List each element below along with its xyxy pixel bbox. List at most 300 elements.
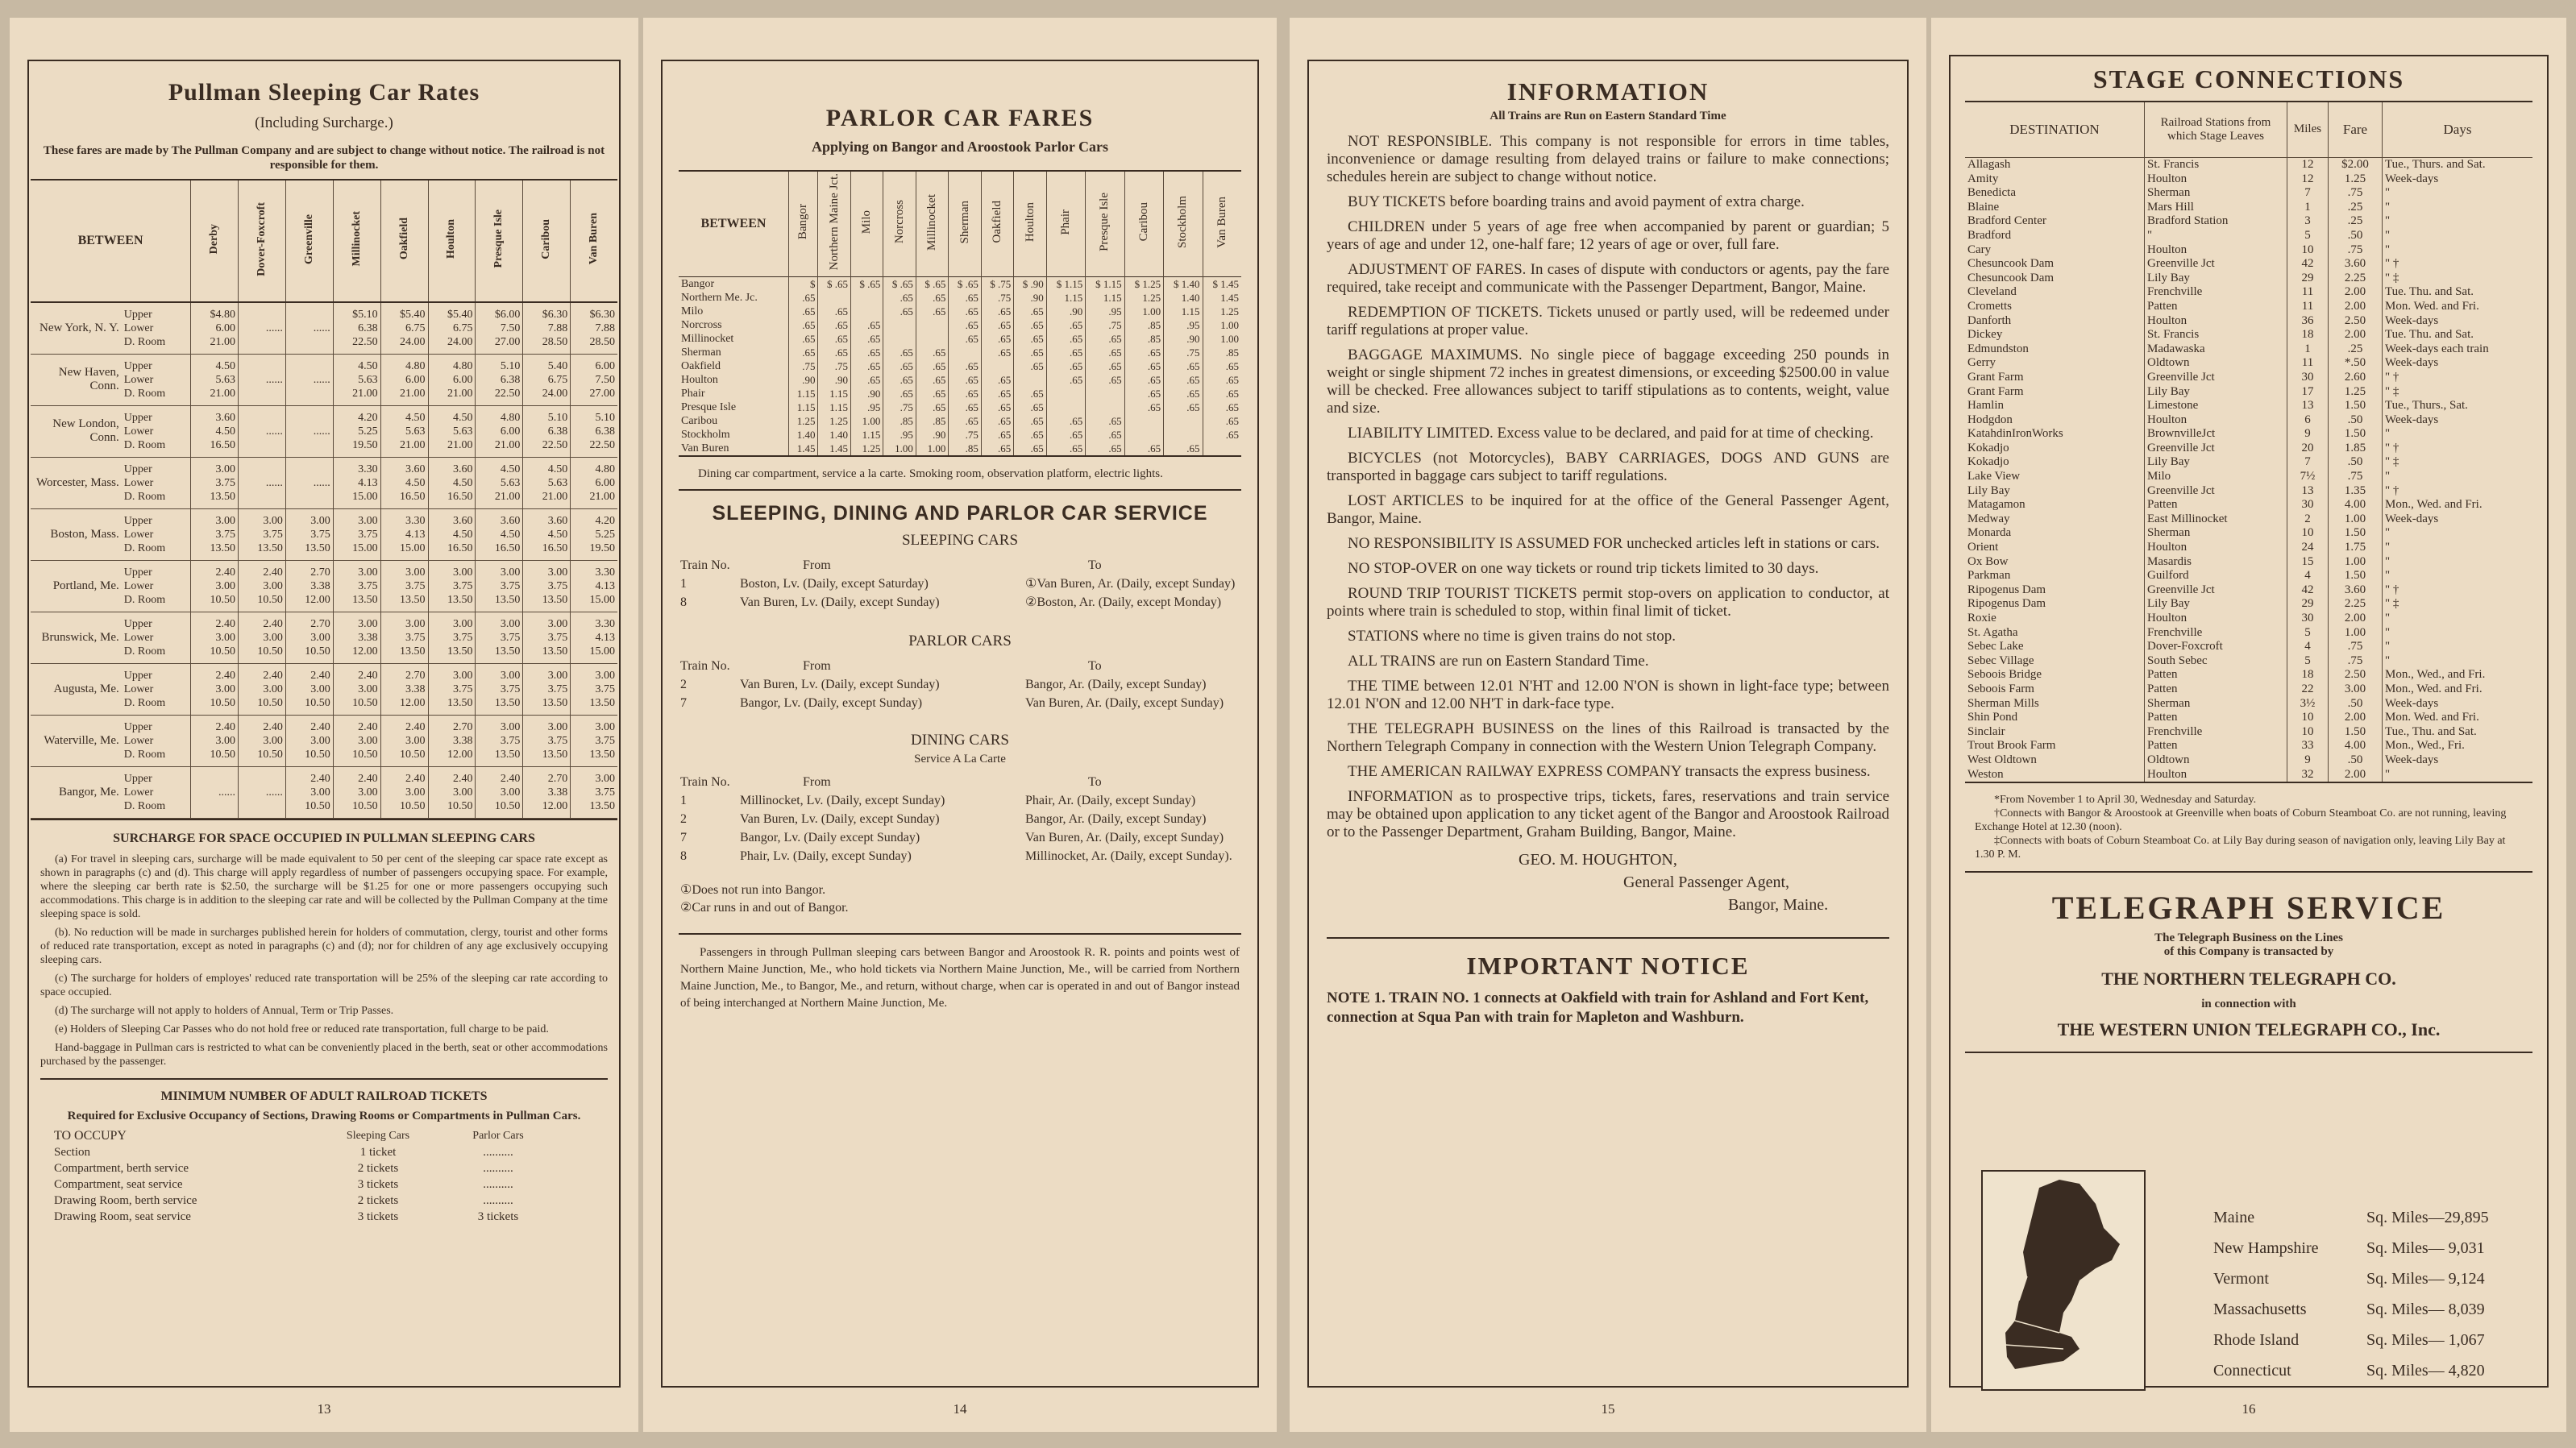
parlor-fare: .65 (1164, 400, 1203, 414)
stage-cell: South Sebec (2145, 654, 2287, 669)
rates-value: 3.00 3.75 13.50 (380, 560, 428, 612)
parlor-fare: 1.15 (1046, 291, 1085, 305)
parlor-station: Presque Isle (681, 401, 737, 413)
rates-berth-type: D. Room (123, 335, 166, 348)
service-row (679, 675, 1241, 694)
stage-cell: 1.85 (2329, 442, 2383, 456)
stage-cell: 32 (2287, 768, 2329, 782)
rates-column-label: Presque Isle (492, 210, 505, 268)
parlor-fare: 1.15 (818, 400, 850, 414)
parlor-fare: .65 (850, 373, 883, 387)
rates-head-6 (476, 180, 523, 302)
stage-cell: Monarda (1967, 526, 2012, 540)
rates-city: Worcester, Mass. (36, 475, 119, 489)
rates-value: 4.80 6.00 21.00 (476, 405, 523, 457)
important-notice-title: IMPORTANT NOTICE (1466, 952, 1750, 980)
stage-cell: Houlton (2145, 612, 2287, 626)
rates-berth-type: D. Room (123, 438, 166, 451)
stage-cell: Week-days (2383, 697, 2533, 712)
rates-head-between: BETWEEN (77, 234, 143, 247)
stage-cell: 1.75 (2329, 541, 2383, 555)
min-ticket-cell: .......... (483, 1145, 513, 1159)
stage-cell: Houlton (2145, 172, 2287, 187)
rates-value: 4.50 5.63 21.00 (428, 405, 476, 457)
stage-row (1965, 626, 2532, 641)
rates-head-4 (380, 180, 428, 302)
stage-cell: Weston (1967, 767, 2004, 781)
rates-berth-type: Upper (123, 463, 152, 475)
stage-row (1965, 314, 2532, 329)
telegraph-company-2: THE WESTERN UNION TELEGRAPH CO., Inc. (2057, 1019, 2441, 1040)
minimum-tickets-subtitle: Required for Exclusive Occupancy of Sections, Drawing Rooms or Compartments in Pullman Cars. (67, 1109, 581, 1122)
rates-value: 3.60 4.50 16.50 (380, 457, 428, 508)
parlor-fare (1046, 400, 1085, 414)
parlor-fare: .65 (789, 346, 818, 359)
parlor-fare: 1.15 (818, 387, 850, 400)
stage-cell: 1.50 (2329, 569, 2383, 583)
rates-value: 2.40 3.00 10.50 (333, 715, 380, 766)
state-area: Sq. Miles— 1,067 (2366, 1331, 2485, 1349)
page-subtitle: (Including Surcharge.) (255, 114, 393, 131)
min-ticket-row (53, 1160, 569, 1176)
rates-column-label: Houlton (445, 218, 458, 259)
parlor-fare: .90 (916, 428, 948, 442)
information-paragraph: NOT RESPONSIBLE. This company is not responsible for errors in time tables, inconvenience or damage resulting from delayed trains or failure to make connections; schedules herein are subject to change without notice. (1327, 133, 1889, 185)
rates-value: 3.00 3.75 13.50 (285, 508, 333, 560)
train-number: 2 (680, 678, 687, 691)
parlor-fare: 1.15 (850, 428, 883, 442)
information-paragraph: INFORMATION as to prospective trips, tickets, fares, reservations and train service may be obtained upon application to any ticket agent of the Bangor and Aroostook Railroad or to the Passenger Department, Graham Building, Bangor, Maine. (1327, 788, 1889, 840)
parlor-fare: .65 (1014, 387, 1046, 400)
parlor-fare: .65 (1086, 414, 1124, 428)
rates-value: ...... (285, 354, 333, 405)
rates-value: 5.10 6.38 22.50 (476, 354, 523, 405)
stage-cell: Tue., Thurs., Sat. (2383, 399, 2533, 413)
rates-value: 3.00 3.75 13.50 (428, 663, 476, 715)
stage-cell: 17 (2287, 385, 2329, 400)
stage-cell: Patten (2145, 300, 2287, 314)
stage-cell: Greenville Jct (2145, 371, 2287, 385)
stage-cell: 11 (2287, 300, 2329, 314)
stage-cell: Milo (2145, 470, 2287, 484)
rates-value: 3.00 3.75 13.50 (476, 715, 523, 766)
page-14-frame (661, 60, 1259, 1388)
from-head: From (803, 558, 831, 572)
rates-value: 5.10 6.38 22.50 (523, 405, 571, 457)
parlor-column-label: Milo (860, 210, 874, 234)
rates-berth-type: D. Room (123, 541, 166, 554)
rates-row (31, 302, 617, 354)
stage-cell: 4 (2287, 569, 2329, 583)
stage-cell: 7 (2287, 455, 2329, 470)
stage-cell: " (2383, 541, 2533, 555)
parlor-row (679, 442, 1241, 455)
stage-cell: 1.00 (2329, 626, 2383, 641)
rates-value: 2.40 3.00 10.50 (476, 766, 523, 818)
rates-row (31, 354, 617, 405)
rates-value: 3.00 3.75 13.50 (476, 612, 523, 663)
stage-cell: Mon. Wed. and Fri. (2383, 300, 2533, 314)
stage-cell: Houlton (2145, 413, 2287, 428)
min-head-occupy: TO OCCUPY (54, 1128, 127, 1143)
stage-cell: .50 (2329, 697, 2383, 712)
stage-cell: 18 (2287, 328, 2329, 342)
stage-row (1965, 300, 2532, 314)
service-row (679, 593, 1241, 612)
stage-cell: 3 (2287, 214, 2329, 229)
parlor-fare: 1.45 (818, 442, 850, 455)
stage-cell: Edmundston (1967, 342, 2029, 355)
parlor-cars-title: PARLOR CARS (908, 633, 1012, 649)
parlor-fare: .65 (981, 400, 1013, 414)
stage-cell: 2.25 (2329, 272, 2383, 286)
stage-cell: Chesuncook Dam (1967, 257, 2055, 271)
parlor-fare: .65 (949, 387, 981, 400)
parlor-fare: $ 1.15 (1086, 277, 1124, 292)
stage-cell: 7½ (2287, 470, 2329, 484)
stage-cell: .25 (2329, 214, 2383, 229)
information-paragraph: STATIONS where no time is given trains do not stop. (1348, 628, 1676, 645)
stage-cell: Week-days (2383, 172, 2533, 187)
rates-value: 2.40 3.00 10.50 (380, 715, 428, 766)
service-row (679, 694, 1241, 712)
parlor-fare (949, 346, 981, 359)
min-ticket-cell: .......... (483, 1177, 513, 1191)
rates-value: 2.70 3.38 12.00 (380, 663, 428, 715)
stage-cell: Week-days (2383, 314, 2533, 329)
page-title: Pullman Sleeping Car Rates (168, 79, 480, 106)
stage-row (1965, 186, 2532, 201)
rates-value: 3.00 3.75 13.50 (571, 715, 617, 766)
rates-value: 3.00 3.75 13.50 (191, 508, 239, 560)
parlor-head-1 (818, 172, 850, 277)
stage-cell: Mars Hill (2145, 201, 2287, 215)
service-row (679, 791, 1241, 810)
parlor-fare (1124, 428, 1163, 442)
stage-cell: 1.50 (2329, 526, 2383, 541)
information-paragraph: NO STOP-OVER on one way tickets or round trip tickets limited to 30 days. (1348, 560, 1819, 577)
rates-value: 2.70 3.38 12.00 (285, 560, 333, 612)
stage-cell: " (2383, 470, 2533, 484)
stage-cell: Mon., Wed., Fri. (2383, 739, 2533, 753)
parlor-fare: .65 (916, 346, 948, 359)
information-paragraph: THE TELEGRAPH BUSINESS on the lines of this Railroad is transacted by the Northern Telegraph Company in connection with the Western Union Telegraph Company. (1327, 720, 1889, 755)
stage-cell: Masardis (2145, 555, 2287, 570)
parlor-station: Caribou (681, 415, 718, 427)
stage-cell: Ox Bow (1967, 554, 2009, 568)
stage-cell: .75 (2329, 640, 2383, 654)
rates-value: 3.60 4.50 16.50 (476, 508, 523, 560)
min-ticket-cell: 2 tickets (357, 1193, 399, 1207)
parlor-fare: .65 (916, 400, 948, 414)
stage-cell: 1.00 (2329, 512, 2383, 527)
state-area: Sq. Miles—29,895 (2366, 1209, 2489, 1226)
rates-value: 2.40 3.00 10.50 (238, 663, 285, 715)
stage-cell: .25 (2329, 201, 2383, 215)
service-row (679, 575, 1241, 593)
dining-cars-title: DINING CARS (911, 732, 1009, 749)
parlor-head-between: BETWEEN (700, 217, 767, 230)
through-passengers-note: Passengers in through Pullman sleeping cars between Bangor and Aroostook R. R. points and points west of Northern Maine Junction, Me., who hold tickets via Northern Maine Junction, Me., will be carried from Northern Maine Junction, Me., to Bangor, Me., and return, without charge, when car is operated in and out of Bangor instead of being interchanged at Northern Maine Junction, Me. (680, 946, 1240, 1010)
parlor-fare: .65 (949, 373, 981, 387)
rates-berth-type: Upper (123, 411, 152, 424)
rates-berth-type: D. Room (123, 387, 166, 400)
service-to: Van Buren, Ar. (Daily, except Sunday) (1025, 831, 1224, 844)
parlor-fare: .65 (949, 291, 981, 305)
rates-berth-cell (122, 457, 191, 508)
rates-column-label: Millinocket (350, 211, 363, 267)
stage-cell: Houlton (2145, 243, 2287, 258)
stage-row (1965, 427, 2532, 442)
rates-value: ...... (238, 405, 285, 457)
stage-cell: " (2383, 201, 2533, 215)
surcharge-a: (a) For travel in sleeping cars, surcharge will be made equivalent to 50 per cent of the sleeping car space rate except as shown in paragraphs (c) and (d). This charge will apply regardless of number of passengers occupying space. For example, where the sleeping car berth rate is $2.50, the surcharge will be $1.25 for one or more passengers occupying such accommodations. This charge is in addition to the sleeping car rate and will be collected by the Pullman Company at the time sleeping space is sold. (40, 853, 608, 920)
parlor-fare: .85 (1203, 346, 1241, 359)
parlor-fare: 1.25 (1203, 305, 1241, 318)
rates-value: 3.30 4.13 15.00 (571, 560, 617, 612)
parlor-fare: .65 (1086, 346, 1124, 359)
stage-cell: 1.50 (2329, 725, 2383, 740)
information-paragraph: BAGGAGE MAXIMUMS. No single piece of baggage exceeding 250 pounds in weight or single shipment 72 inches in greatest dimensions, or exceeding $2500.00 in value will be checked. Free allowances subject to tariff stipulations as to contents, weight, value and size. (1327, 346, 1889, 417)
information-paragraph: LOST ARTICLES to be inquired for at the office of the General Passenger Agent, Bangor, Maine. (1327, 492, 1889, 527)
information-paragraph: CHILDREN under 5 years of age free when accompanied by parent or guardian; 5 years of age and under 12, one-half fare; 12 years of age or over, full fare. (1327, 218, 1889, 253)
parlor-fare: .65 (981, 414, 1013, 428)
parlor-fare (1086, 387, 1124, 400)
rates-berth-cell (122, 405, 191, 457)
stage-cell: 2.00 (2329, 328, 2383, 342)
parlor-row (679, 359, 1241, 373)
rates-column-label: Greenville (302, 214, 315, 264)
rates-value: 4.80 6.00 21.00 (428, 354, 476, 405)
stage-cell: 15 (2287, 555, 2329, 570)
stage-cell: 29 (2287, 272, 2329, 286)
parlor-fare: .90 (818, 373, 850, 387)
information-paragraph: LIABILITY LIMITED. Excess value to be declared, and paid for at time of checking. (1348, 425, 1874, 442)
stage-cell: " ‡ (2383, 455, 2533, 470)
stage-cell: Amity (1967, 172, 1999, 185)
rates-berth-type: Upper (123, 617, 152, 630)
stage-cell: " ‡ (2383, 597, 2533, 612)
rates-berth-type: Upper (123, 359, 152, 372)
rates-head-8 (571, 180, 617, 302)
rates-berth-type: Lower (123, 579, 154, 592)
parlor-fare: .65 (850, 318, 883, 332)
stage-cell: West Oldtown (1967, 753, 2037, 766)
parlor-column-label: Presque Isle (1098, 193, 1111, 251)
stage-cell: 12 (2287, 158, 2329, 172)
rates-berth-type: Lower (123, 322, 154, 334)
parlor-fare: .65 (1046, 428, 1085, 442)
stage-cell: Roxie (1967, 612, 1996, 624)
stage-row (1965, 512, 2532, 527)
rates-value: $5.40 6.75 24.00 (380, 302, 428, 354)
stage-cell: 10 (2287, 711, 2329, 725)
train-number: 7 (680, 696, 687, 710)
parlor-fare: .65 (1014, 318, 1046, 332)
parlor-fare: .65 (981, 305, 1013, 318)
parlor-fare (883, 318, 916, 332)
parlor-fare (850, 305, 883, 318)
stage-cell: 42 (2287, 583, 2329, 598)
parlor-station: Van Buren (681, 442, 729, 454)
parlor-fare: .65 (1124, 442, 1163, 455)
rates-value: 3.30 4.13 15.00 (571, 612, 617, 663)
state-row (2213, 1294, 2552, 1325)
parlor-head-0 (789, 172, 818, 277)
rates-value: 3.00 3.75 13.50 (571, 663, 617, 715)
to-head: To (1088, 558, 1102, 572)
parlor-row (679, 305, 1241, 318)
parlor-fare: .65 (818, 305, 850, 318)
stage-cell: Mon., Wed. and Fri. (2383, 683, 2533, 697)
stage-cell: Tue. Thu. and Sat. (2383, 328, 2533, 342)
parlor-fare: 1.25 (1124, 291, 1163, 305)
stage-cell: Lake View (1967, 470, 2021, 483)
parlor-fare: .65 (1086, 373, 1124, 387)
stage-cell: 11 (2287, 285, 2329, 300)
parlor-station: Houlton (681, 374, 718, 386)
rates-value: $6.30 7.88 28.50 (571, 302, 617, 354)
stage-cell: .75 (2329, 654, 2383, 669)
parlor-column-label: Houlton (1023, 201, 1037, 243)
stage-cell: Week-days each train (2383, 342, 2533, 357)
stage-cell: Trout Brook Farm (1967, 739, 2056, 753)
stage-row (1965, 229, 2532, 243)
page-14 (643, 18, 1277, 1432)
information-paragraph: BICYCLES (not Motorcycles), BABY CARRIAGES, DOGS AND GUNS are transported in baggage cars subject to tariff regulations. (1327, 450, 1889, 484)
stage-cell: Frenchville (2145, 725, 2287, 740)
stage-cell: " ‡ (2383, 272, 2533, 286)
parlor-fare (1164, 428, 1203, 442)
rates-value: ...... (285, 302, 333, 354)
stage-cell: 2.00 (2329, 768, 2383, 782)
min-ticket-cell: Compartment, seat service (54, 1177, 183, 1191)
stage-cell: 13 (2287, 484, 2329, 499)
parlor-head-3 (883, 172, 916, 277)
rates-value: ...... (238, 457, 285, 508)
rates-value: 3.00 3.75 13.50 (333, 560, 380, 612)
rates-value: 3.00 3.75 13.50 (380, 612, 428, 663)
stage-cell: Guilford (2145, 569, 2287, 583)
information-paragraph: REDEMPTION OF TICKETS. Tickets unused or partly used, will be redeemed under tariff regulations at proper value. (1327, 304, 1889, 338)
stage-cell: Greenville Jct (2145, 484, 2287, 499)
parlor-column-label: Northern Maine Jct. (827, 173, 841, 271)
parlor-fare (1086, 400, 1124, 414)
stage-cell: Blaine (1967, 200, 2000, 214)
min-ticket-cell: Drawing Room, seat service (54, 1209, 191, 1223)
stage-cell: St. Francis (2145, 158, 2287, 172)
stage-cell: 1.35 (2329, 484, 2383, 499)
service-to: ②Boston, Ar. (Daily, except Monday) (1025, 595, 1222, 609)
rates-berth-type: Upper (123, 720, 152, 733)
parlor-fare: .65 (916, 305, 948, 318)
stage-cell: 30 (2287, 371, 2329, 385)
stage-cell: " (2383, 626, 2533, 641)
stage-cell: 11 (2287, 356, 2329, 371)
footnote-1: ①Does not run into Bangor. (680, 883, 826, 897)
rates-row (31, 457, 617, 508)
parlor-fare: .95 (850, 400, 883, 414)
rates-value: 3.00 3.75 13.50 (191, 457, 239, 508)
stage-cell: " (2383, 569, 2533, 583)
stage-row (1965, 172, 2532, 187)
service-to: Phair, Ar. (Daily, except Sunday) (1025, 794, 1196, 807)
stage-cell: Week-days (2383, 512, 2533, 527)
parlor-fare: .65 (1124, 359, 1163, 373)
page-13 (10, 18, 638, 1432)
stage-cell: 30 (2287, 498, 2329, 512)
head-miles: Miles (2287, 102, 2329, 158)
min-ticket-cell: .......... (483, 1193, 513, 1207)
stage-cell: " † (2383, 371, 2533, 385)
stage-cell: 6 (2287, 413, 2329, 428)
rates-value: 3.00 3.75 13.50 (428, 612, 476, 663)
stage-cell: 18 (2287, 668, 2329, 683)
parlor-fare: .85 (916, 414, 948, 428)
parlor-station: Bangor (681, 278, 715, 290)
information-paragraph: THE TIME between 12.01 N'HT and 12.00 N'ON is shown in light-face type; between 12.01 N'ON and 12.00 NH'T in dark-face type. (1327, 678, 1889, 712)
stage-cell: Sinclair (1967, 724, 2005, 738)
stage-cell: Crometts (1967, 299, 2012, 313)
min-ticket-cell: .......... (483, 1161, 513, 1175)
stage-cell: Chesuncook Dam (1967, 271, 2055, 284)
service-from: Bangor, Lv. (Daily, except Sunday) (740, 696, 923, 710)
rates-city: Augusta, Me. (53, 682, 119, 695)
rates-berth-type: Upper (123, 566, 152, 579)
parlor-fare (850, 291, 883, 305)
stage-cell: " † (2383, 257, 2533, 272)
stage-cell: Dickey (1967, 328, 2003, 342)
rates-value: 3.00 3.75 13.50 (523, 663, 571, 715)
stage-cell: 2.60 (2329, 371, 2383, 385)
rates-berth-cell (122, 302, 191, 354)
rates-berth-type: Lower (123, 683, 154, 695)
stage-cell: Houlton (2145, 314, 2287, 329)
stage-cell: Bradford Station (2145, 214, 2287, 229)
parlor-fare: 1.25 (850, 442, 883, 455)
rates-berth-type: D. Room (123, 696, 166, 709)
footnote-2: ②Car runs in and out of Bangor. (680, 901, 849, 915)
parlor-fare: .65 (789, 305, 818, 318)
information-paragraph: NO RESPONSIBILITY IS ASSUMED FOR unchecked articles left in stations or cars. (1348, 535, 1880, 552)
stage-cell: BrownvilleJct (2145, 427, 2287, 442)
state-area: Sq. Miles— 9,031 (2366, 1239, 2485, 1257)
rates-value: 3.00 3.75 13.50 (476, 560, 523, 612)
parlor-column-label: Phair (1058, 209, 1072, 235)
stage-cell: Kokadjo (1967, 455, 2009, 469)
surcharge-d: (d) The surcharge will not apply to holders of Annual, Term or Trip Passes. (55, 1004, 394, 1017)
stage-cell: Week-days (2383, 413, 2533, 428)
stage-cell: Shin Pond (1967, 711, 2018, 724)
stage-row (1965, 541, 2532, 555)
stage-cell: Cleveland (1967, 285, 2017, 299)
sleeping-cars-title: SLEEPING CARS (901, 532, 1019, 549)
parlor-fare: .90 (1046, 305, 1085, 318)
stage-row (1965, 285, 2532, 300)
information-paragraph: BUY TICKETS before boarding trains and avoid payment of extra charge. (1348, 193, 1805, 210)
page-16 (1931, 18, 2566, 1432)
parlor-fare: .65 (1046, 414, 1085, 428)
parlor-fare: .65 (883, 387, 916, 400)
state-area-list (2213, 1202, 2552, 1386)
rates-value: 4.50 5.63 21.00 (476, 457, 523, 508)
stage-cell: Bradford (1967, 228, 2012, 242)
rates-value: 4.80 6.00 21.00 (571, 457, 617, 508)
stage-cell: Oldtown (2145, 356, 2287, 371)
telegraph-sub-2: of this Company is transacted by (2163, 945, 2334, 959)
stage-cell: Allagash (1967, 158, 2011, 171)
rates-value: 4.20 5.25 19.50 (571, 508, 617, 560)
